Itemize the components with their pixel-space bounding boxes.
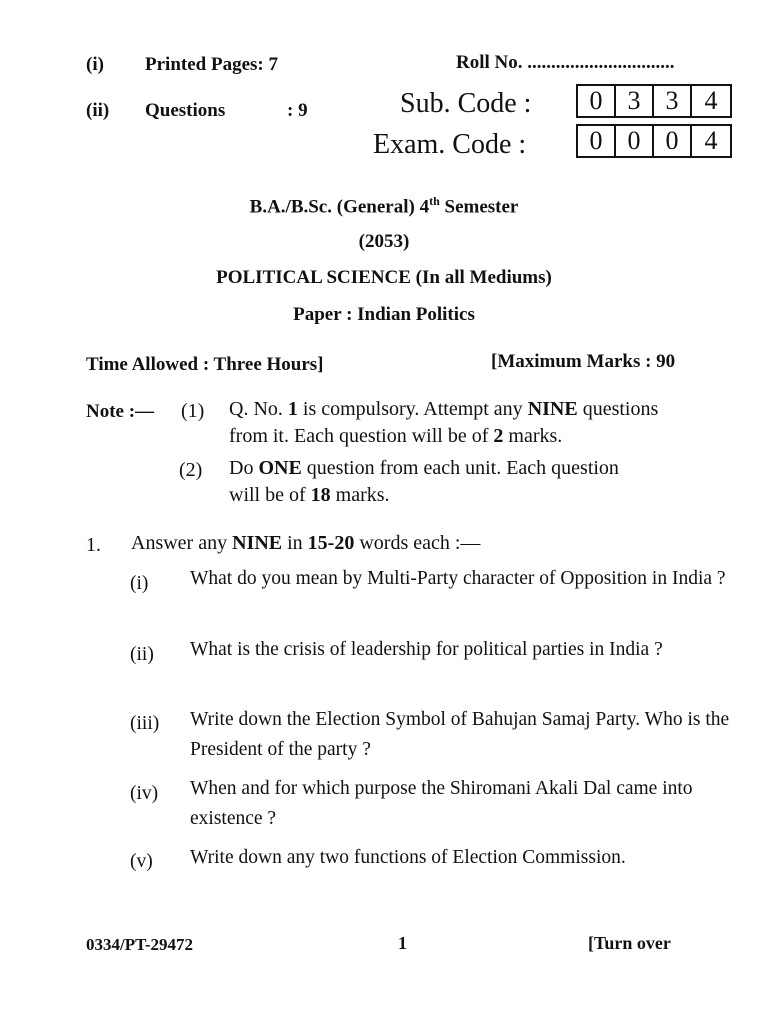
exam-code-digit: 0 xyxy=(654,126,692,156)
printed-pages-label: (i) xyxy=(86,54,104,75)
sub-code-boxes xyxy=(576,84,732,118)
exam-code-label: Exam. Code : xyxy=(373,129,527,160)
exam-code-digit: 0 xyxy=(616,126,654,156)
item-num: (i) xyxy=(130,573,149,594)
questions-value: : 9 xyxy=(287,100,308,121)
printed-pages-text: Printed Pages: 7 xyxy=(145,54,278,75)
footer-code: 0334/PT-29472 xyxy=(86,935,194,954)
item-text: What is the crisis of leadership for political parties in India ? xyxy=(190,639,663,660)
note-2-num: (2) xyxy=(179,459,203,481)
note-1-num: (1) xyxy=(181,400,205,422)
course-title: B.A./B.Sc. (General) 4th Semester xyxy=(249,194,519,218)
question-1-num: 1. xyxy=(86,534,101,556)
note-label: Note :— xyxy=(86,401,155,422)
turn-over: [Turn over xyxy=(588,933,671,953)
note-2-line1: Do ONE question from each unit. Each question xyxy=(229,457,619,479)
item-text: When and for which purpose the Shiromani Akali Dal came into existence ? xyxy=(190,778,693,829)
item-text: Write down the Election Symbol of Bahujan Samaj Party. Who is the President of the party ? xyxy=(190,709,730,760)
course-code: (2053) xyxy=(358,231,410,252)
item-text: What do you mean by Multi-Party character of Opposition in India ? xyxy=(190,568,726,589)
question-1-instruction: Answer any NINE in 15-20 words each :— xyxy=(131,532,481,554)
questions-label: (ii) xyxy=(86,100,110,121)
exam-code-digit: 0 xyxy=(578,126,616,156)
item-num: (v) xyxy=(130,851,153,872)
page-number: 1 xyxy=(398,933,407,953)
note-2-line2: will be of 18 marks. xyxy=(229,484,390,506)
time-allowed: Time Allowed : Three Hours] xyxy=(86,354,324,375)
sub-code-digit: 4 xyxy=(704,86,718,115)
paper-title: Paper : Indian Politics xyxy=(293,304,475,325)
sub-code-digit: 3 xyxy=(654,86,692,116)
item-text: Write down any two functions of Election Commission. xyxy=(190,847,626,868)
item-num: (ii) xyxy=(130,644,154,665)
exam-code-digit: 4 xyxy=(704,126,718,155)
item-num: (iv) xyxy=(130,783,159,804)
maximum-marks: [Maximum Marks : 90 xyxy=(491,351,676,372)
note-1-line2: from it. Each question will be of 2 marks. xyxy=(229,425,563,447)
exam-code-boxes xyxy=(576,124,732,158)
roll-no: Roll No. ............................... xyxy=(456,52,675,73)
sub-code-label: Sub. Code : xyxy=(400,88,532,119)
item-num: (iii) xyxy=(130,713,160,734)
questions-text: Questions xyxy=(145,100,226,121)
note-1-line1: Q. No. 1 is compulsory. Attempt any NINE questions xyxy=(229,398,659,420)
sub-code-digit: 3 xyxy=(616,86,654,116)
sub-code-digit: 0 xyxy=(578,86,616,116)
subject-title: POLITICAL SCIENCE (In all Mediums) xyxy=(216,267,552,288)
